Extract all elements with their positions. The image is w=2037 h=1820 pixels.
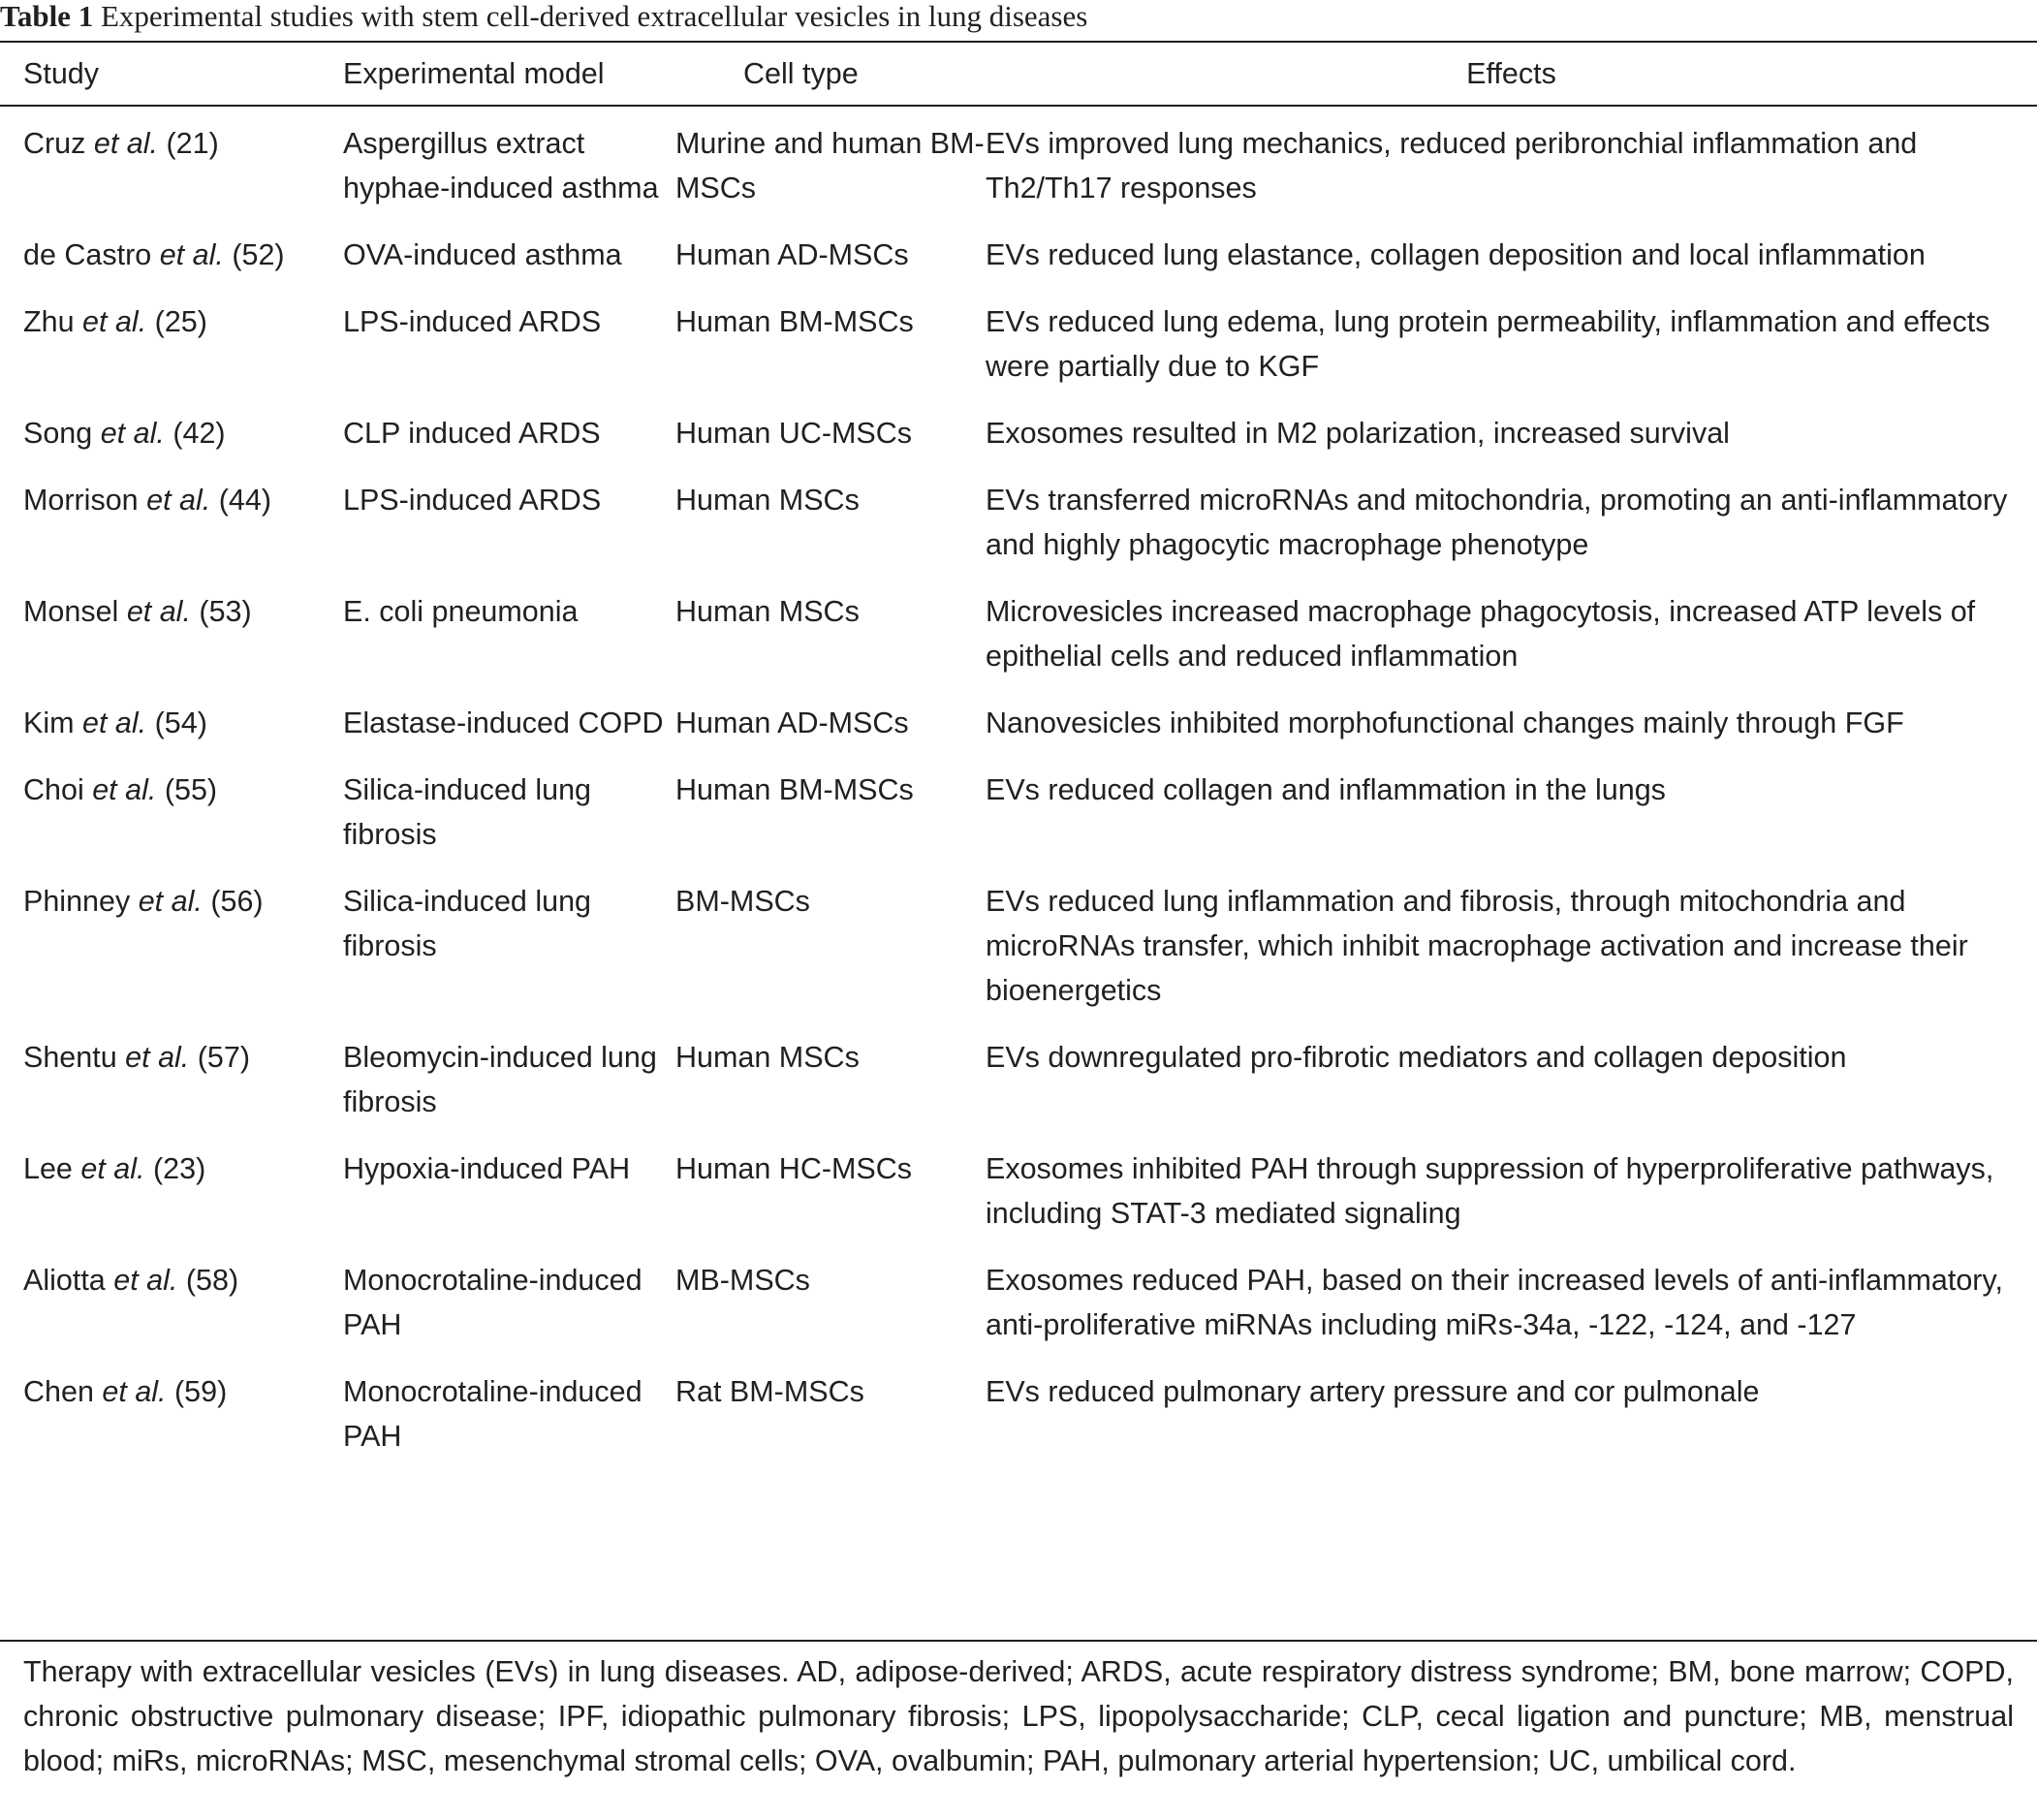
study-reference: (21) (166, 127, 219, 160)
cell-effects: EVs reduced lung edema, lung protein permeability, inflammation and effects were partially due to KGF (986, 305, 1990, 383)
cell-effects: Exosomes reduced PAH, based on their increased levels of anti-inflammatory, anti-proliferative miRNAs including miRs-34a, -122, -124, and -127 (986, 1264, 2003, 1341)
table-footnote: Therapy with extracellular vesicles (EVs) in lung diseases. AD, adipose-derived; ARDS, acute respiratory distress syndrome; BM, bone marrow; COPD, chronic obstructive pulmonary disease; IPF, idiopathic pulmonary fibrosis; LPS, lipopolysaccharide; CLP, cecal ligation and puncture; MB, menstrual blood; miRs, microRNAs; MSC, mesenchymal stromal cells; OVA, ovalbumin; PAH, pulmonary arterial hypertension; UC, umbilical cord. (23, 1655, 2014, 1777)
cell-experimental-model: LPS-induced ARDS (343, 305, 602, 338)
cell-study (0, 879, 343, 1035)
study-et-al: et al. (92, 773, 157, 806)
cell-experimental-model: OVA-induced asthma (343, 238, 622, 271)
cell-study (0, 768, 343, 879)
cell-study (0, 411, 343, 478)
column-header-study: Study (23, 57, 99, 90)
study-reference: (59) (174, 1375, 228, 1408)
table-row (0, 1146, 2037, 1258)
cell-effects: EVs improved lung mechanics, reduced peribronchial inflammation and Th2/Th17 responses (986, 127, 1918, 204)
table-header-row (0, 43, 2037, 105)
study-author: Kim (23, 706, 75, 739)
cell-experimental-model: Bleomycin-induced lung fibrosis (343, 1041, 657, 1118)
cell-effects: Nanovesicles inhibited morphofunctional changes mainly through FGF (986, 706, 1904, 739)
study-reference: (44) (218, 484, 271, 517)
study-reference: (52) (232, 238, 285, 271)
table-row (0, 233, 2037, 299)
cell-cell-type: MB-MSCs (675, 1264, 810, 1297)
cell-study (0, 589, 343, 701)
study-author: Monsel (23, 595, 119, 628)
cell-experimental-model: CLP induced ARDS (343, 417, 601, 450)
study-author: Chen (23, 1375, 94, 1408)
study-author: Phinney (23, 885, 131, 918)
study-et-al: et al. (102, 1375, 167, 1408)
cell-cell-type: Human AD-MSCs (675, 238, 909, 271)
cell-experimental-model: LPS-induced ARDS (343, 484, 602, 517)
study-reference: (42) (172, 417, 226, 450)
cell-cell-type: Human MSCs (675, 1041, 860, 1074)
table-row (0, 701, 2037, 768)
cell-study (0, 478, 343, 589)
table-row (0, 768, 2037, 879)
cell-experimental-model: Silica-induced lung fibrosis (343, 885, 592, 962)
study-reference: (25) (154, 305, 207, 338)
cell-cell-type: Human BM-MSCs (675, 773, 914, 806)
study-reference: (56) (210, 885, 264, 918)
study-reference: (57) (197, 1041, 251, 1074)
table-row (0, 589, 2037, 701)
cell-study (0, 1035, 343, 1146)
table-row (0, 879, 2037, 1035)
study-et-al: et al. (138, 885, 203, 918)
column-header-model: Experimental model (343, 57, 605, 90)
cell-cell-type: Murine and human BM-MSCs (675, 127, 985, 204)
cell-study (0, 1146, 343, 1258)
cell-experimental-model: Aspergillus extract hyphae-induced asthma (343, 127, 659, 204)
cell-cell-type: Human AD-MSCs (675, 706, 909, 739)
cell-experimental-model: Silica-induced lung fibrosis (343, 773, 592, 851)
study-reference: (54) (154, 706, 207, 739)
table-caption (0, 0, 2037, 39)
table-row (0, 299, 2037, 411)
cell-effects: EVs reduced lung inflammation and fibrosis, through mitochondria and microRNAs transfer, which inhibit macrophage activation and increase their bioenergetics (986, 885, 1968, 1007)
study-reference: (58) (185, 1264, 239, 1297)
cell-study (0, 701, 343, 768)
study-et-al: et al. (82, 305, 147, 338)
cell-study (0, 1258, 343, 1369)
study-reference: (55) (164, 773, 218, 806)
cell-cell-type: Human BM-MSCs (675, 305, 914, 338)
cell-study (0, 105, 343, 233)
study-author: de Castro (23, 238, 152, 271)
cell-experimental-model: E. coli pneumonia (343, 595, 579, 628)
study-author: Shentu (23, 1041, 117, 1074)
table-row (0, 478, 2037, 589)
study-author: Lee (23, 1152, 73, 1185)
cell-effects: Exosomes inhibited PAH through suppression of hyperproliferative pathways, including STAT-3 mediated signaling (986, 1152, 1994, 1230)
study-et-al: et al. (82, 706, 147, 739)
cell-cell-type: Human MSCs (675, 595, 860, 628)
table-row (0, 105, 2037, 233)
cell-effects: Exosomes resulted in M2 polarization, increased survival (986, 417, 1730, 450)
table-row (0, 1258, 2037, 1369)
cell-experimental-model: Hypoxia-induced PAH (343, 1152, 631, 1185)
study-author: Choi (23, 773, 84, 806)
cell-effects: EVs downregulated pro-fibrotic mediators and collagen deposition (986, 1041, 1847, 1074)
study-et-al: et al. (93, 127, 159, 160)
study-et-al: et al. (159, 238, 224, 271)
cell-cell-type: Human UC-MSCs (675, 417, 913, 450)
cell-study (0, 299, 343, 411)
cell-experimental-model: Monocrotaline-induced PAH (343, 1264, 642, 1341)
cell-effects: EVs reduced pulmonary artery pressure and cor pulmonale (986, 1375, 1760, 1408)
cell-effects: EVs reduced collagen and inflammation in the lungs (986, 773, 1666, 806)
study-et-al: et al. (126, 595, 191, 628)
table-body (0, 105, 2037, 1481)
column-header-effects: Effects (1466, 57, 1556, 90)
cell-effects: Microvesicles increased macrophage phagocytosis, increased ATP levels of epithelial cells and reduced inflammation (986, 595, 1976, 673)
cell-cell-type: Rat BM-MSCs (675, 1375, 864, 1408)
study-author: Morrison (23, 484, 139, 517)
table-caption-title: Experimental studies with stem cell-derived extracellular vesicles in lung diseases (100, 0, 1088, 33)
study-et-al: et al. (113, 1264, 178, 1297)
study-author: Cruz (23, 127, 86, 160)
cell-experimental-model: Monocrotaline-induced PAH (343, 1375, 642, 1453)
cell-cell-type: Human MSCs (675, 484, 860, 517)
table-row (0, 1035, 2037, 1146)
cell-effects: EVs reduced lung elastance, collagen deposition and local inflammation (986, 238, 1926, 271)
table-row (0, 411, 2037, 478)
table-caption-label: Table 1 (0, 0, 94, 33)
cell-experimental-model: Elastase-induced COPD (343, 706, 664, 739)
study-et-al: et al. (146, 484, 211, 517)
cell-cell-type: BM-MSCs (675, 885, 810, 918)
cell-study (0, 233, 343, 299)
table-bottom-rule (0, 1640, 2037, 1642)
cell-study (0, 1369, 343, 1481)
table-row (0, 1369, 2037, 1481)
study-et-al: et al. (80, 1152, 145, 1185)
studies-table (0, 43, 2037, 1481)
study-reference: (23) (152, 1152, 206, 1185)
study-reference: (53) (199, 595, 252, 628)
column-header-cell-type: Cell type (743, 57, 859, 90)
study-author: Aliotta (23, 1264, 106, 1297)
cell-cell-type: Human HC-MSCs (675, 1152, 913, 1185)
study-author: Zhu (23, 305, 75, 338)
study-et-al: et al. (100, 417, 165, 450)
cell-effects: EVs transferred microRNAs and mitochondria, promoting an anti-inflammatory and highly phagocytic macrophage phenotype (986, 484, 2008, 561)
study-et-al: et al. (125, 1041, 190, 1074)
study-author: Song (23, 417, 93, 450)
